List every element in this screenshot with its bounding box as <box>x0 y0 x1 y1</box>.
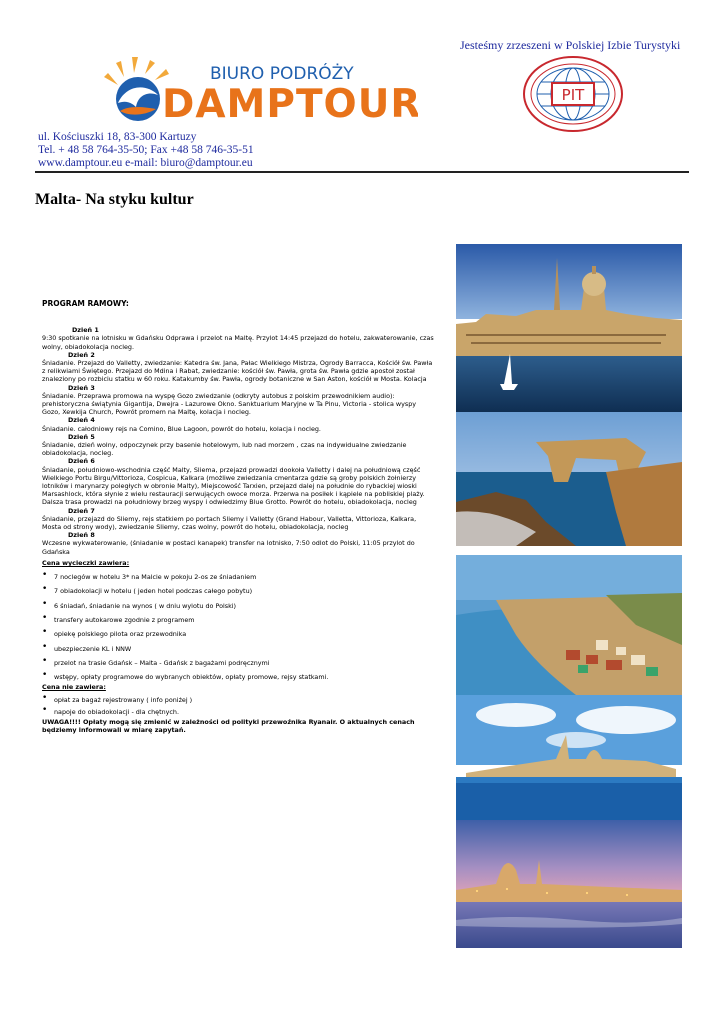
warning-note: UWAGA!!!! Opłaty mogą się zmienić w zależności od polityki przewoźnika Ryanair. O aktualnych cenach będziemy informowali w miarę zapytań. <box>42 718 415 735</box>
day-text: Śniadanie, przejazd do Sliemy, rejs statkiem po portach Sliemy i Valletty (Grand Habour, Valletta, Vittorioza, Kalkara, Mosta od strony wody), zwiedzanie Sliemy, czas wolny, powrót do hotelu, obiadokolacja, nocleg <box>42 514 417 532</box>
bullet-icon: • <box>42 584 48 595</box>
list-item: • transfery autokarowe zgodnie z programem <box>42 613 195 625</box>
bullet-icon: • <box>42 570 48 581</box>
pit-text: PIT <box>561 86 585 104</box>
day-label: Dzień 2 <box>68 350 95 359</box>
bullet-icon: • <box>42 627 48 638</box>
day-label: Dzień 8 <box>68 531 95 540</box>
list-item: • 7 obiadokolacji w hotelu ( jeden hotel podczas całego pobytu) <box>42 584 253 596</box>
contact-web: www.damptour.eu e-mail: biuro@damptour.eu <box>38 157 253 169</box>
photo-valletta-harbour <box>456 695 682 820</box>
bullet-icon: • <box>42 655 48 666</box>
day-text: 9:30 spotkanie na lotnisku w Gdańsku Odprawa i przelot na Maltę. Przylot 14:45 przejazd do hotelu, zakwaterowanie, czas wolny, obiadokolacja nocleg. <box>42 334 434 351</box>
bullet-icon: • <box>42 704 48 715</box>
program-heading: PROGRAM RAMOWY: <box>42 299 129 308</box>
list-item: • wstępy, opłaty programowe do wybranych obiektów, opłaty promowe, rejsy statkami. <box>42 670 329 682</box>
day-text: Śniadanie, południowo-wschodnia część Malty, Sliema, przejazd prowadzi dookoła Valletty i dalej na południową część Wielkiego Portu Birgu/Vittorioza, Cospicua, Kalkara (możliwe zwiedzania cmentarza gdzie są groby polskich żołnierzy lotników i marynarzy poległych w obronie Malty), Miejscowość Tarxien, przejazd dalej na południe do rybackiej wioski Marsashlock, która słynie z wielu restauracji serwujących owoce morza. Przerwa na posiłek i kąpiele na pobliskiej plaży. Dalsza trasa prowadzi na południowy brzeg wyspy i odwiedzimy Blue Grotto. Powrót do hotelu, obiadokolacja, nocleg <box>42 465 425 507</box>
tagline: Jesteśmy zrzeszeni w Polskiej Izbie Turystyki <box>460 38 681 52</box>
photo-valletta-skyline <box>456 244 682 412</box>
day-label: Dzień 3 <box>68 383 95 392</box>
bullet-icon: • <box>42 670 48 681</box>
program-section <box>42 300 434 734</box>
list-item: • 6 śniadań, śniadanie na wynos ( w dniu wylotu do Polski) <box>42 598 237 610</box>
included-list <box>42 570 434 682</box>
photo-azure-window <box>456 412 682 546</box>
contact-address: ul. Kościuszki 18, 83-300 Kartuzy <box>38 131 197 143</box>
contact-phone: Tel. + 48 58 764-35-50; Fax +48 58 746-35-51 <box>38 144 254 156</box>
header-divider <box>35 171 689 173</box>
day-text: Wczesne wykwaterowanie, (śniadanie w postaci kanapek) transfer na lotnisko, 7:50 odlot do Polski, 11:05 przylot do Gdańska <box>42 539 415 556</box>
bullet-icon: • <box>42 598 48 609</box>
included-heading: Cena wycieczki zawiera: <box>42 558 130 567</box>
day-text: Śniadanie, dzień wolny, odpoczynek przy basenie hotelowym, lub nad morzem , czas na indywidualne zwiedzanie obiadokolacja, nocleg. <box>42 441 407 458</box>
day-label: Dzień 5 <box>68 432 95 441</box>
list-item: • przelot na trasie Gdańsk – Malta - Gdańsk z bagażami podręcznymi <box>42 655 270 667</box>
list-item: • ubezpieczenie KL i NNW <box>42 641 132 653</box>
day-label: Dzień 4 <box>68 416 95 425</box>
day-text: Śniadanie. Przeprawa promowa na wyspę Gozo zwiedzanie (odkryty autobus z polskim przewodnikiem audio): prehistoryczna świątynia Gigantija, Dwejra - Lazurowe Okno. Sanktuarium Maryjne w Ta Pinu, Victoria - stolica wyspy Gozo, Xewkija Church, Powrót promem na Maltę, kolacja i nocleg. <box>42 391 417 417</box>
excluded-list <box>42 692 434 716</box>
damptour-logo <box>100 55 418 125</box>
day-label: Dzień 1 <box>72 326 99 335</box>
logo-line1: BIURO PODRÓŻY <box>210 64 354 84</box>
list-item: • opłat za bagaż rejestrowany ( info poniżej ) <box>42 692 193 704</box>
pit-logo <box>522 55 624 133</box>
list-item: • 7 noclegów w hotelu 3* na Malcie w pokoju 2-os ze śniadaniem <box>42 570 257 582</box>
day-label: Dzień 6 <box>68 457 95 466</box>
day-text: Śniadanie. całodniowy rejs na Comino, Blue Lagoon, powrót do hotelu, kolacja i nocleg. <box>42 424 321 433</box>
logo-line2: DAMPTOUR <box>162 82 418 125</box>
list-item: • napoje do obiadokolacji - dla chętnych. <box>42 704 180 716</box>
bullet-icon: • <box>42 613 48 624</box>
photo-valletta-night <box>456 820 682 948</box>
list-item: • opiekę polskiego pilota oraz przewodnika <box>42 627 187 639</box>
bullet-icon: • <box>42 641 48 652</box>
photo-popeye-village <box>456 555 682 695</box>
excluded-heading: Cena nie zawiera: <box>42 683 106 692</box>
page-title: Malta- Na styku kultur <box>35 191 194 208</box>
day-text: Śniadanie. Przejazd do Valletty, zwiedzanie: Katedra św. Jana, Pałac Wielkiego Mistrza, Ogrody Barracca, Kościół św. Pawła z relikwiami Świętego. Przejazd do Mdina i Rabat, zwiedzanie: kościół św. Pawła, grota św. Pawła gdzie apostoł został znaleziony po rozbiciu statku w 60 roku. Katakumby św. Pawła, ogrody botaniczne w San Aston, kościół w Mosta. Kolacja <box>42 359 433 384</box>
bullet-icon: • <box>42 692 48 703</box>
day-label: Dzień 7 <box>68 506 95 515</box>
